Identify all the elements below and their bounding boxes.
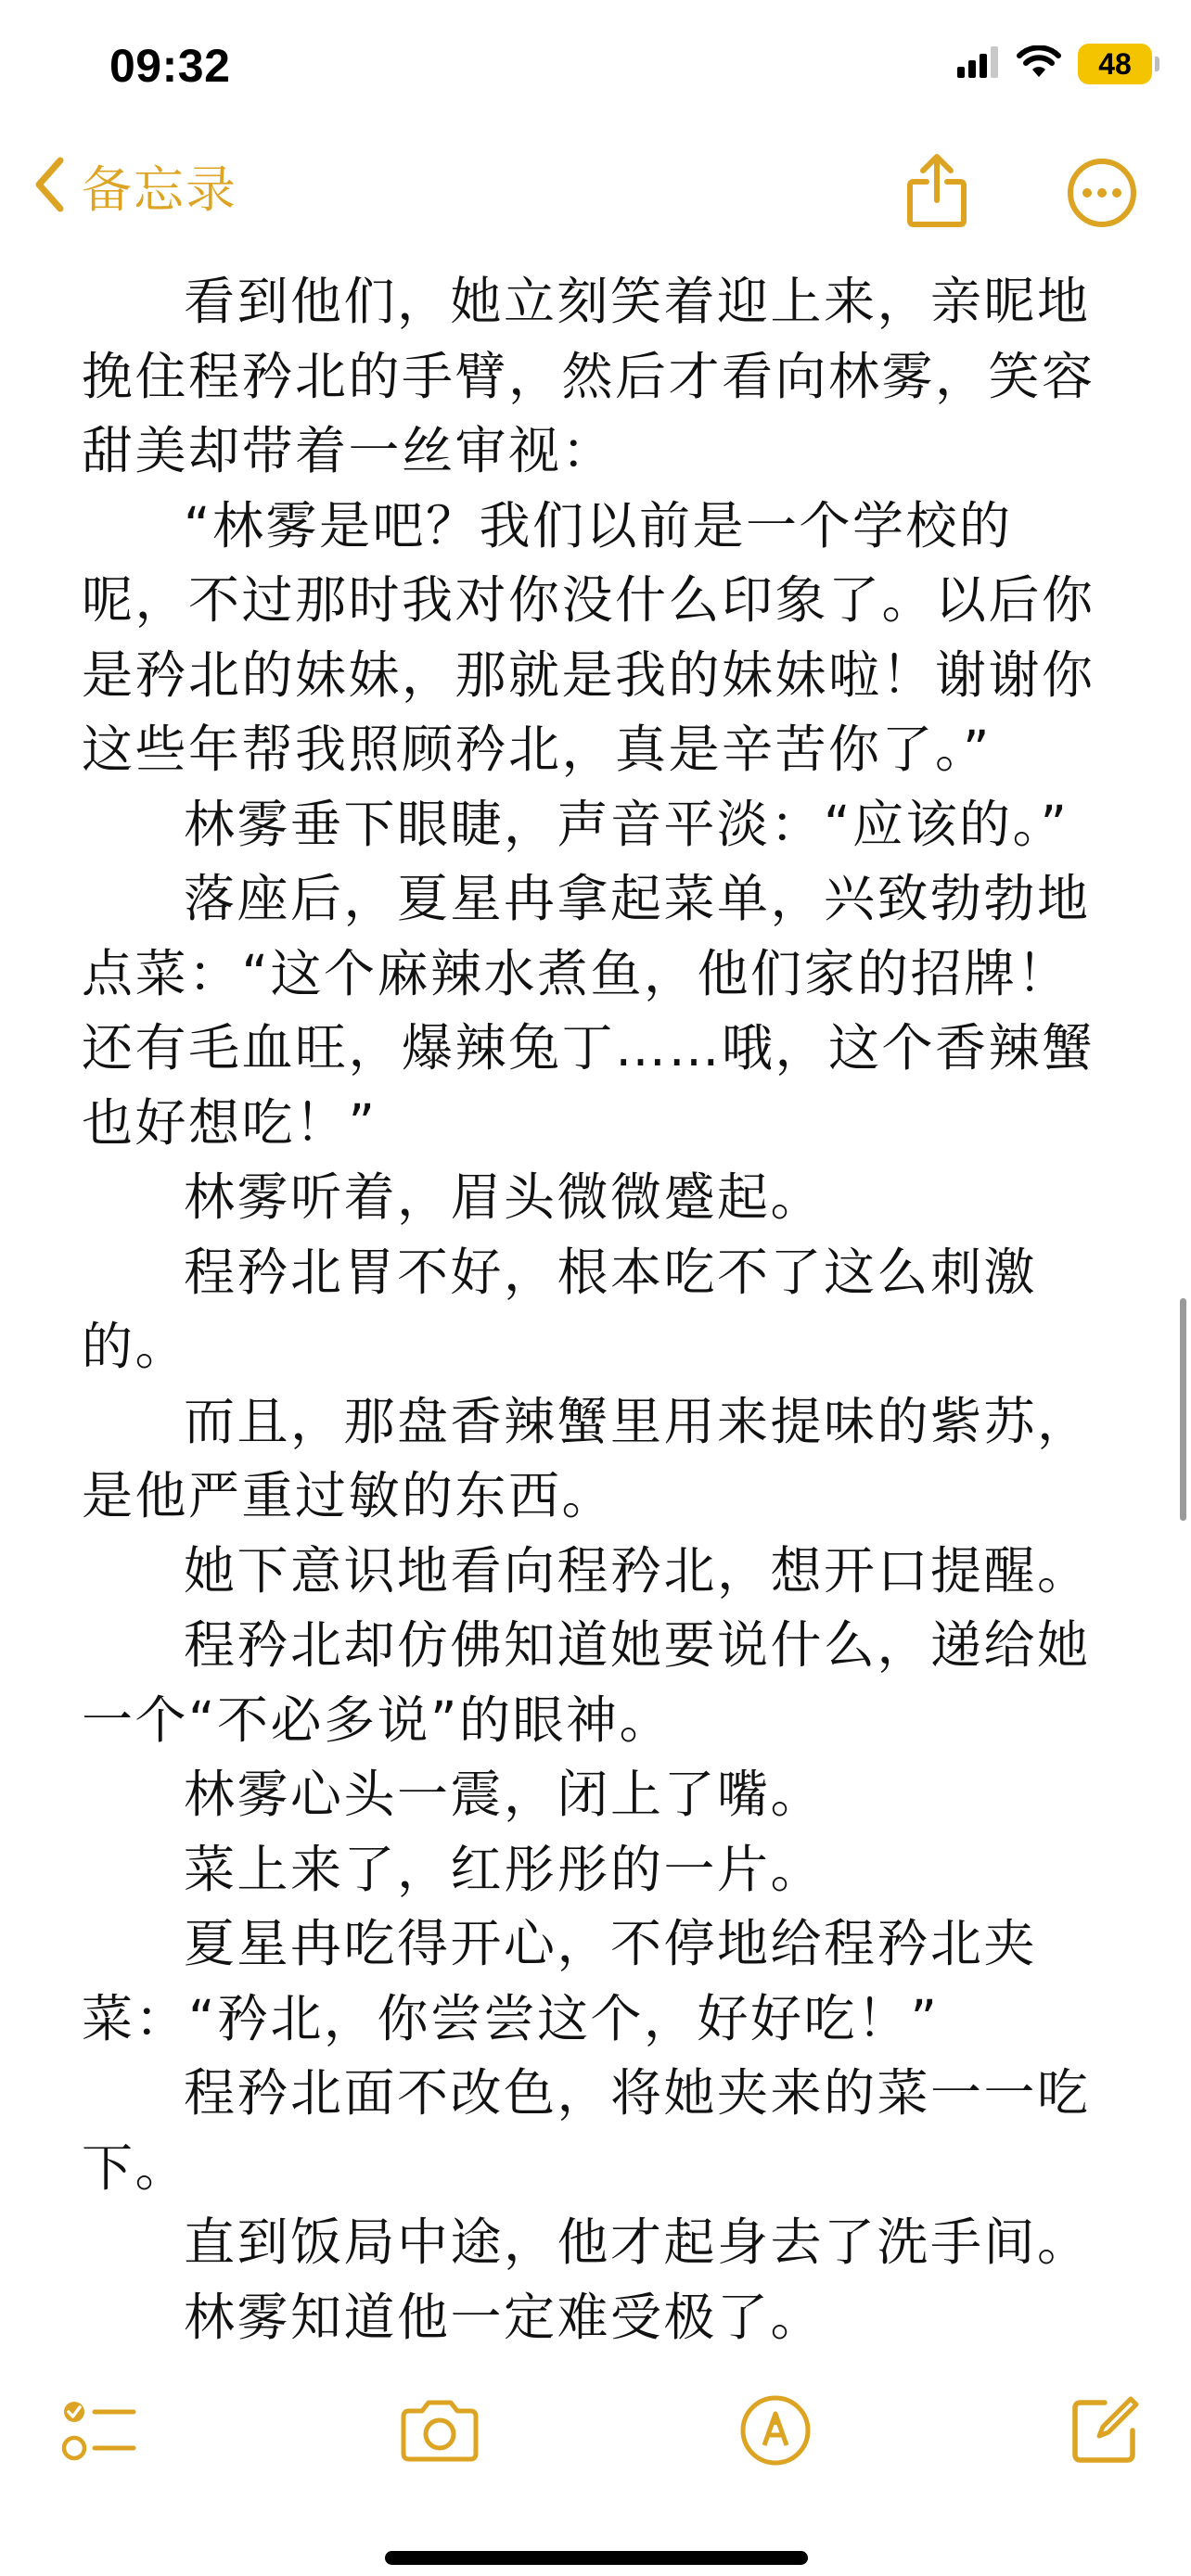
- share-icon: [904, 214, 969, 232]
- back-button[interactable]: [33, 150, 237, 222]
- share-button[interactable]: [904, 152, 969, 232]
- home-indicator[interactable]: [385, 2551, 808, 2565]
- note-paragraph: 直到饭局中途，他才起身去了洗手间。: [184, 2213, 1091, 2272]
- note-paragraph: “林雾是吧？我们以前是一个学校的呢，不过那时我对你没什么印象了。以后你是矜北的妹妹，那就是我的妹妹啦！谢谢你这些年帮我照顾矜北，真是辛苦你了。”: [82, 495, 1095, 779]
- ellipsis-circle-icon: [1067, 214, 1137, 232]
- scroll-indicator[interactable]: [1180, 1298, 1186, 1521]
- status-time: 09:32: [109, 40, 231, 92]
- camera-button[interactable]: [398, 2391, 481, 2474]
- note-paragraph: 程矜北却仿佛知道她要说什么，递给她一个“不必多说”的眼神。: [82, 1615, 1091, 1750]
- more-button[interactable]: [1067, 158, 1137, 232]
- markup-button[interactable]: [734, 2391, 817, 2474]
- battery-icon: [1078, 44, 1159, 84]
- status-indicators: [957, 41, 1159, 87]
- note-paragraph: 程矜北胃不好，根本吃不了这么刺激的。: [82, 1242, 1038, 1376]
- chevron-left-icon: [33, 156, 65, 217]
- status-bar: [0, 0, 1191, 130]
- nav-bar: [0, 130, 1191, 250]
- note-paragraph: 林雾垂下眼睫，声音平淡：“应该的。”: [184, 794, 1069, 854]
- note-paragraph: 林雾听着，眉头微微蹙起。: [184, 1167, 825, 1227]
- note-paragraph: 而且，那盘香辣蟹里用来提味的紫苏，是他严重过敏的东西。: [82, 1391, 1091, 1525]
- compose-button[interactable]: [1063, 2391, 1146, 2474]
- markup-pen-icon: [738, 2393, 813, 2471]
- checklist-button[interactable]: [58, 2391, 141, 2474]
- note-body[interactable]: [82, 264, 1109, 2354]
- wifi-icon: [1017, 45, 1061, 83]
- note-paragraph: 她下意识地看向程矜北，想开口提醒。: [184, 1540, 1091, 1600]
- note-paragraph: 菜上来了，红彤彤的一片。: [184, 1839, 825, 1899]
- camera-icon: [398, 2398, 481, 2467]
- note-paragraph: 落座后，夏星冉拿起菜单，兴致勃勃地点菜：“这个麻辣水煮鱼，他们家的招牌！还有毛血旺，爆辣兔丁……哦，这个香辣蟹也好想吃！”: [82, 869, 1095, 1153]
- back-label: 备忘录: [82, 160, 237, 219]
- compose-icon: [1068, 2393, 1142, 2471]
- cellular-signal-icon: [957, 46, 1000, 82]
- checklist-icon: [61, 2395, 137, 2469]
- note-paragraph: 林雾心头一震，闭上了嘴。: [184, 1765, 825, 1824]
- note-paragraph: 夏星冉吃得开心，不停地给程矜北夹菜：“矜北，你尝尝这个，好好吃！”: [82, 1914, 1038, 2048]
- battery-level: 48: [1078, 44, 1152, 84]
- note-paragraph: 林雾知道他一定难受极了。: [184, 2287, 825, 2347]
- note-paragraph: 程矜北面不改色，将她夹来的菜一一吃下。: [82, 2063, 1091, 2198]
- note-paragraph: 看到他们，她立刻笑着迎上来，亲昵地挽住程矜北的手臂，然后才看向林雾，笑容甜美却带着一丝审视：: [82, 272, 1095, 480]
- bottom-toolbar: [0, 2374, 1191, 2494]
